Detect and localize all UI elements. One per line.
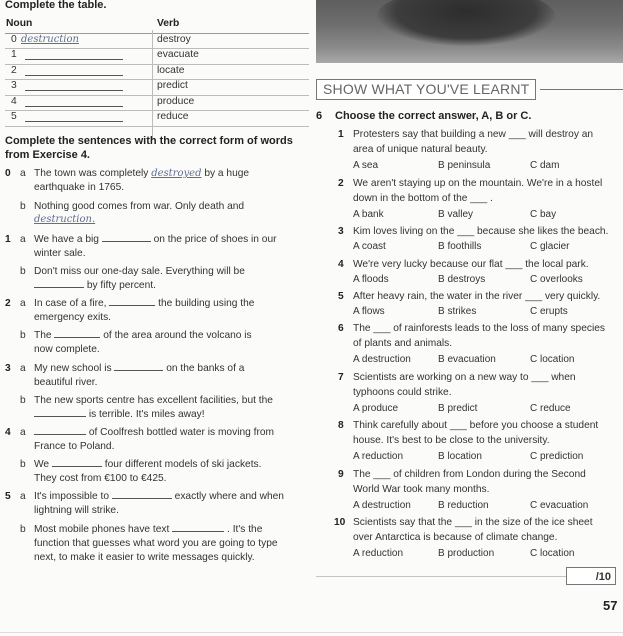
blank-1a[interactable] bbox=[102, 241, 151, 242]
answer-option-b[interactable]: B destroys bbox=[438, 274, 486, 285]
answer-destroyed: destroyed bbox=[151, 168, 202, 179]
question-number: 2 bbox=[338, 178, 344, 189]
table-row bbox=[5, 48, 309, 65]
noun-column-header: Noun bbox=[6, 18, 33, 29]
bottom-edge bbox=[0, 632, 623, 633]
answer-option-b[interactable]: B strikes bbox=[438, 306, 477, 317]
question-list bbox=[316, 128, 623, 568]
question-number: 1 bbox=[338, 129, 344, 140]
question-text: We're very lucky because our flat ___ the local park. bbox=[353, 259, 589, 270]
answer-option-c[interactable]: C location bbox=[530, 548, 575, 559]
verb-cell: reduce bbox=[157, 111, 189, 122]
section-rule bbox=[540, 89, 623, 90]
table-row bbox=[5, 64, 309, 81]
noun-blank[interactable] bbox=[25, 90, 123, 91]
verb-cell: destroy bbox=[157, 33, 191, 45]
question-text: typhoons could strike. bbox=[353, 387, 452, 398]
answer-option-a[interactable]: A flows bbox=[353, 306, 385, 317]
question-text: area of unique natural beauty. bbox=[353, 144, 488, 155]
rock-shape bbox=[376, 0, 556, 46]
answer-option-c[interactable]: C glacier bbox=[530, 241, 570, 252]
question-text: Scientists say that the ___ in the size of the ice sheet bbox=[353, 517, 593, 528]
answer-option-c[interactable]: C location bbox=[530, 354, 575, 365]
answer-destruction: destruction. bbox=[34, 214, 96, 225]
blank-4a[interactable] bbox=[34, 434, 86, 435]
answer-option-a[interactable]: A reduction bbox=[353, 451, 404, 462]
answer-option-b[interactable]: B reduction bbox=[438, 500, 489, 511]
score-box: /10 bbox=[566, 567, 616, 585]
answer-option-b[interactable]: B foothills bbox=[438, 241, 482, 252]
answer-option-c[interactable]: C dam bbox=[530, 160, 560, 171]
question-text: After heavy rain, the water in the river ___ very quickly. bbox=[353, 291, 601, 302]
answer-option-a[interactable]: A destruction bbox=[353, 500, 411, 511]
table-row bbox=[5, 110, 309, 127]
question-text: The ___ of children from London during the Second bbox=[353, 469, 586, 480]
question-text: The ___ of rainforests leads to the loss of many species bbox=[353, 323, 605, 334]
question-text: house. It's best to be close to the university. bbox=[353, 435, 550, 446]
noun-blank[interactable] bbox=[25, 121, 123, 122]
answer-option-a[interactable]: A produce bbox=[353, 403, 399, 414]
verb-cell: predict bbox=[157, 80, 188, 91]
answer-option-b[interactable]: B valley bbox=[438, 209, 474, 220]
score-rule bbox=[316, 576, 566, 577]
question-text: over Antarctica is because of climate change. bbox=[353, 532, 558, 543]
row-number: 0 bbox=[11, 33, 17, 45]
row-number: 1 bbox=[11, 49, 17, 60]
exercise-title: Choose the correct answer, A, B or C. bbox=[335, 110, 532, 122]
blank-3a[interactable] bbox=[114, 370, 163, 371]
table-row bbox=[5, 79, 309, 96]
answer-option-a[interactable]: A bank bbox=[353, 209, 384, 220]
answer-option-c[interactable]: C prediction bbox=[530, 451, 584, 462]
noun-verb-table bbox=[5, 13, 309, 143]
blank-5b[interactable] bbox=[172, 531, 224, 532]
answer-option-b[interactable]: B evacuation bbox=[438, 354, 496, 365]
table-header-row bbox=[5, 17, 309, 34]
answer-option-a[interactable]: A floods bbox=[353, 274, 389, 285]
question-text: World War took many months. bbox=[353, 484, 490, 495]
answer-option-c[interactable]: C reduce bbox=[530, 403, 571, 414]
answer-option-b[interactable]: B peninsula bbox=[438, 160, 491, 171]
blank-2a[interactable] bbox=[109, 305, 155, 306]
question-number: 4 bbox=[338, 259, 344, 270]
blank-1b[interactable] bbox=[34, 287, 84, 288]
table-heading: Complete the table. bbox=[5, 0, 107, 11]
row-number: 4 bbox=[11, 95, 17, 107]
question-text: We aren't staying up on the mountain. We're in a hostel bbox=[353, 178, 603, 189]
sentences-heading: Complete the sentences with the correct form of words from Exercise 4. bbox=[5, 135, 293, 161]
question-text: of plants and animals. bbox=[353, 338, 453, 349]
answer-option-a[interactable]: A reduction bbox=[353, 548, 404, 559]
row-number: 3 bbox=[11, 80, 17, 91]
answer-option-c[interactable]: C bay bbox=[530, 209, 557, 220]
exercise-number: 6 bbox=[316, 110, 323, 122]
question-number: 8 bbox=[338, 420, 344, 431]
noun-blank[interactable] bbox=[25, 75, 123, 76]
answer-option-c[interactable]: C erupts bbox=[530, 306, 568, 317]
question-number: 6 bbox=[338, 323, 344, 334]
blank-5a[interactable] bbox=[112, 498, 172, 499]
landscape-photo bbox=[316, 0, 623, 63]
question-text: down in the bottom of the ___ . bbox=[353, 193, 493, 204]
page-number: 57 bbox=[603, 598, 618, 613]
verb-column-header: Verb bbox=[157, 18, 180, 29]
answer-option-a[interactable]: A coast bbox=[353, 241, 386, 252]
question-number: 5 bbox=[338, 291, 344, 302]
answer-option-a[interactable]: A destruction bbox=[353, 354, 411, 365]
answer-option-c[interactable]: C overlooks bbox=[530, 274, 583, 285]
blank-2b[interactable] bbox=[54, 337, 100, 338]
answer-option-b[interactable]: B predict bbox=[438, 403, 478, 414]
answer-option-c[interactable]: C evacuation bbox=[530, 500, 589, 511]
noun-blank[interactable] bbox=[25, 106, 123, 107]
verb-cell: evacuate bbox=[157, 49, 199, 60]
answer-option-a[interactable]: A sea bbox=[353, 160, 379, 171]
verb-cell: locate bbox=[157, 64, 185, 76]
answer-option-b[interactable]: B production bbox=[438, 548, 495, 559]
row-number: 2 bbox=[11, 64, 17, 76]
question-text: Protesters say that building a new ___ will destroy an bbox=[353, 129, 594, 140]
question-number: 9 bbox=[338, 469, 344, 480]
row-number: 5 bbox=[11, 111, 17, 122]
question-text: Kim loves living on the ___ because she likes the beach. bbox=[353, 226, 609, 237]
noun-blank[interactable] bbox=[25, 59, 123, 60]
blank-4b[interactable] bbox=[52, 466, 102, 467]
question-number: 7 bbox=[338, 372, 344, 383]
question-number: 10 bbox=[334, 517, 346, 528]
answer-option-b[interactable]: B location bbox=[438, 451, 482, 462]
blank-3b[interactable] bbox=[34, 416, 86, 417]
section-title: SHOW WHAT YOU'VE LEARNT bbox=[316, 79, 536, 100]
verb-cell: produce bbox=[157, 95, 195, 107]
noun-answer: destruction bbox=[21, 33, 79, 45]
question-number: 3 bbox=[338, 226, 344, 237]
table-row bbox=[5, 95, 309, 112]
question-text: Think carefully about ___ before you choose a student bbox=[353, 420, 599, 431]
question-text: Scientists are working on a new way to ___ when bbox=[353, 372, 576, 383]
table-row bbox=[5, 33, 309, 50]
